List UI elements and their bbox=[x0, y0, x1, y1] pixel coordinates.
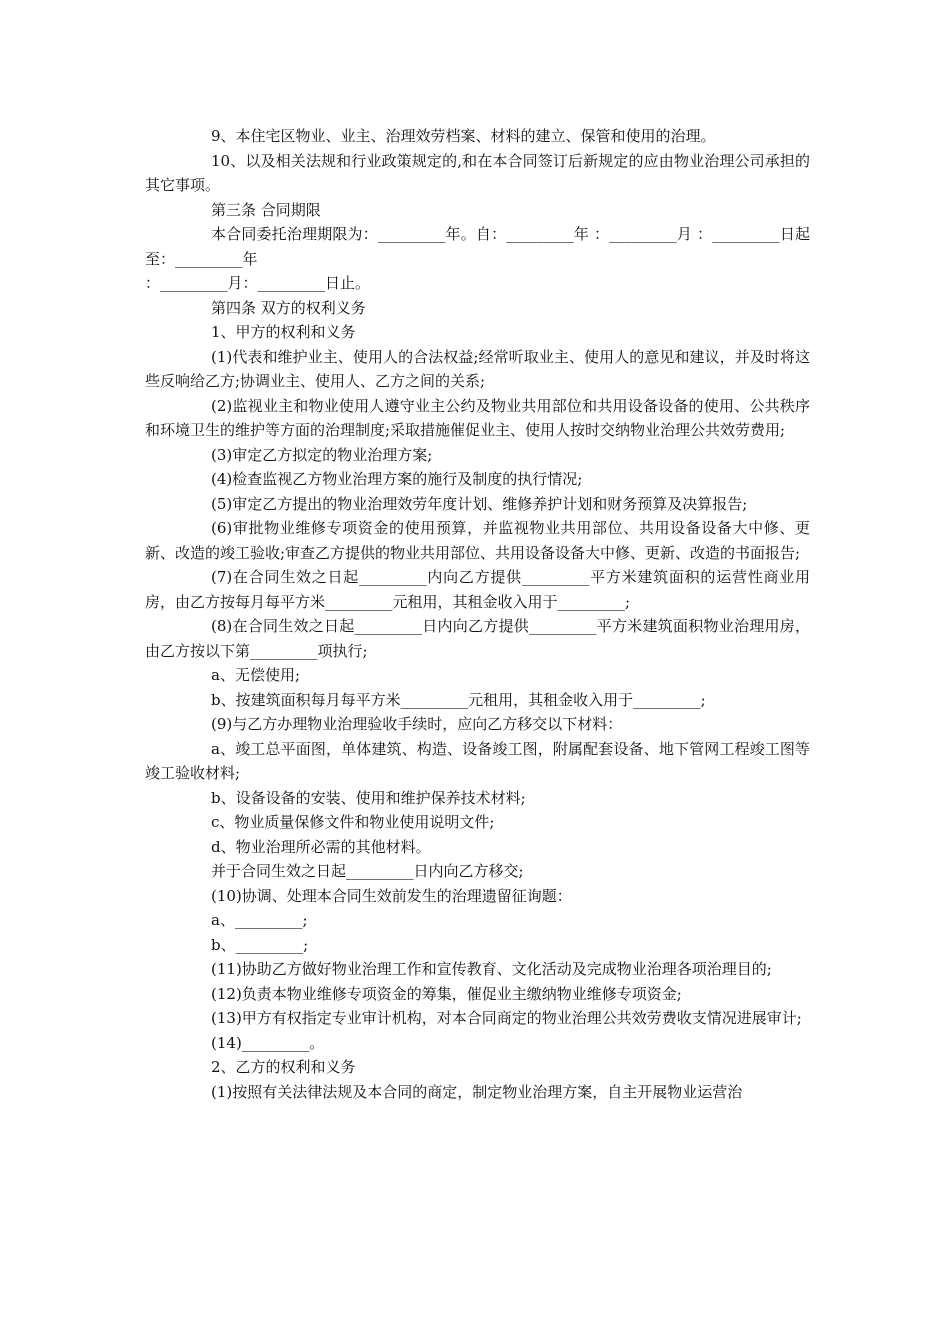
list-item: (7)在合同生效之日起_________内向乙方提供_________平方米建筑面积的运营性商业用房，由乙方按每月每平方米_________元租用，其租金收入用于_________; bbox=[145, 568, 810, 611]
list-item: d、物业治理所必需的其他材料。 bbox=[211, 837, 431, 856]
paragraph: 9、本住宅区物业、业主、治理效劳档案、材料的建立、保管和使用的治理。 bbox=[211, 127, 716, 145]
list-item: (1)代表和维护业主、使用人的合法权益;经常听取业主、使用人的意见和建议，并及时将这些反响给乙方;协调业主、使用人、乙方之间的关系; bbox=[145, 347, 810, 390]
paragraph: 并于合同生效之日起_________日内向乙方移交; bbox=[211, 862, 524, 880]
list-item: (13)甲方有权指定专业审计机构，对本合同商定的物业治理公共效劳费收支情况进展审计; bbox=[211, 1009, 802, 1027]
list-item: c、物业质量保修文件和物业使用说明文件; bbox=[211, 813, 495, 831]
subsection-heading: 1、甲方的权利和义务 bbox=[211, 323, 356, 341]
list-item: (9)与乙方办理物业治理验收手续时，应向乙方移交以下材料： bbox=[211, 715, 623, 733]
list-item: (1)按照有关法律法规及本合同的商定，制定物业治理方案，自主开展物业运营治 bbox=[211, 1082, 743, 1101]
list-item: (11)协助乙方做好物业治理工作和宣传教育、文化活动及完成物业治理各项治理目的; bbox=[211, 960, 772, 978]
document-page bbox=[145, 124, 810, 1104]
list-item: (8)在合同生效之日起_________日内向乙方提供_________平方米建筑面积物业治理用房，由乙方按以下第_________项执行; bbox=[145, 617, 810, 660]
list-item: b、按建筑面积每月每平方米_________元租用，其租金收入用于_________; bbox=[211, 690, 706, 709]
subsection-heading: 2、乙方的权利和义务 bbox=[211, 1058, 356, 1076]
paragraph: 本合同委托治理期限为：_________年。自：_________年 ：_________月 ：_________日起至：_________年 bbox=[145, 225, 810, 268]
list-item: a、竣工总平面图，单体建筑、构造、设备竣工图，附属配套设备、地下管网工程竣工图等竣工验收材料; bbox=[145, 739, 810, 782]
list-item: b、设备设备的安装、使用和维护保养技术材料; bbox=[211, 788, 526, 807]
paragraph: ：_________月：_________日止。 bbox=[145, 274, 371, 292]
list-item: a、_________; bbox=[211, 911, 308, 929]
list-item: (5)审定乙方提出的物业治理效劳年度计划、维修养护计划和财务预算及决算报告; bbox=[211, 494, 748, 513]
section-heading: 第三条 合同期限 bbox=[211, 200, 321, 219]
list-item: (4)检查监视乙方物业治理方案的施行及制度的执行情况; bbox=[211, 470, 583, 488]
paragraph: 10、以及相关法规和行业政策规定的,和在本合同签订后新规定的应由物业治理公司承担的其它事项。 bbox=[145, 151, 810, 194]
list-item: (2)监视业主和物业使用人遵守业主公约及物业共用部位和共用设备设备的使用、公共秩序和环境卫生的维护等方面的治理制度;采取措施催促业主、使用人按时交纳物业治理公共效劳费用; bbox=[145, 396, 810, 439]
list-item: (12)负责本物业维修专项资金的筹集，催促业主缴纳物业维修专项资金; bbox=[211, 984, 682, 1003]
list-item: b、_________; bbox=[211, 935, 309, 954]
list-item: (6)审批物业维修专项资金的使用预算，并监视物业共用部位、共用设备设备大中修、更新、改造的竣工验收;审查乙方提供的物业共用部位、共用设备设备大中修、更新、改造的书面报告; bbox=[145, 519, 810, 562]
list-item: (3)审定乙方拟定的物业治理方案; bbox=[211, 445, 433, 464]
list-item: (10)协调、处理本合同生效前发生的治理遗留征询题： bbox=[211, 886, 572, 905]
list-item: a、无偿使用; bbox=[211, 666, 300, 684]
section-heading: 第四条 双方的权利义务 bbox=[211, 298, 366, 317]
list-item: (14)_________。 bbox=[211, 1033, 325, 1052]
